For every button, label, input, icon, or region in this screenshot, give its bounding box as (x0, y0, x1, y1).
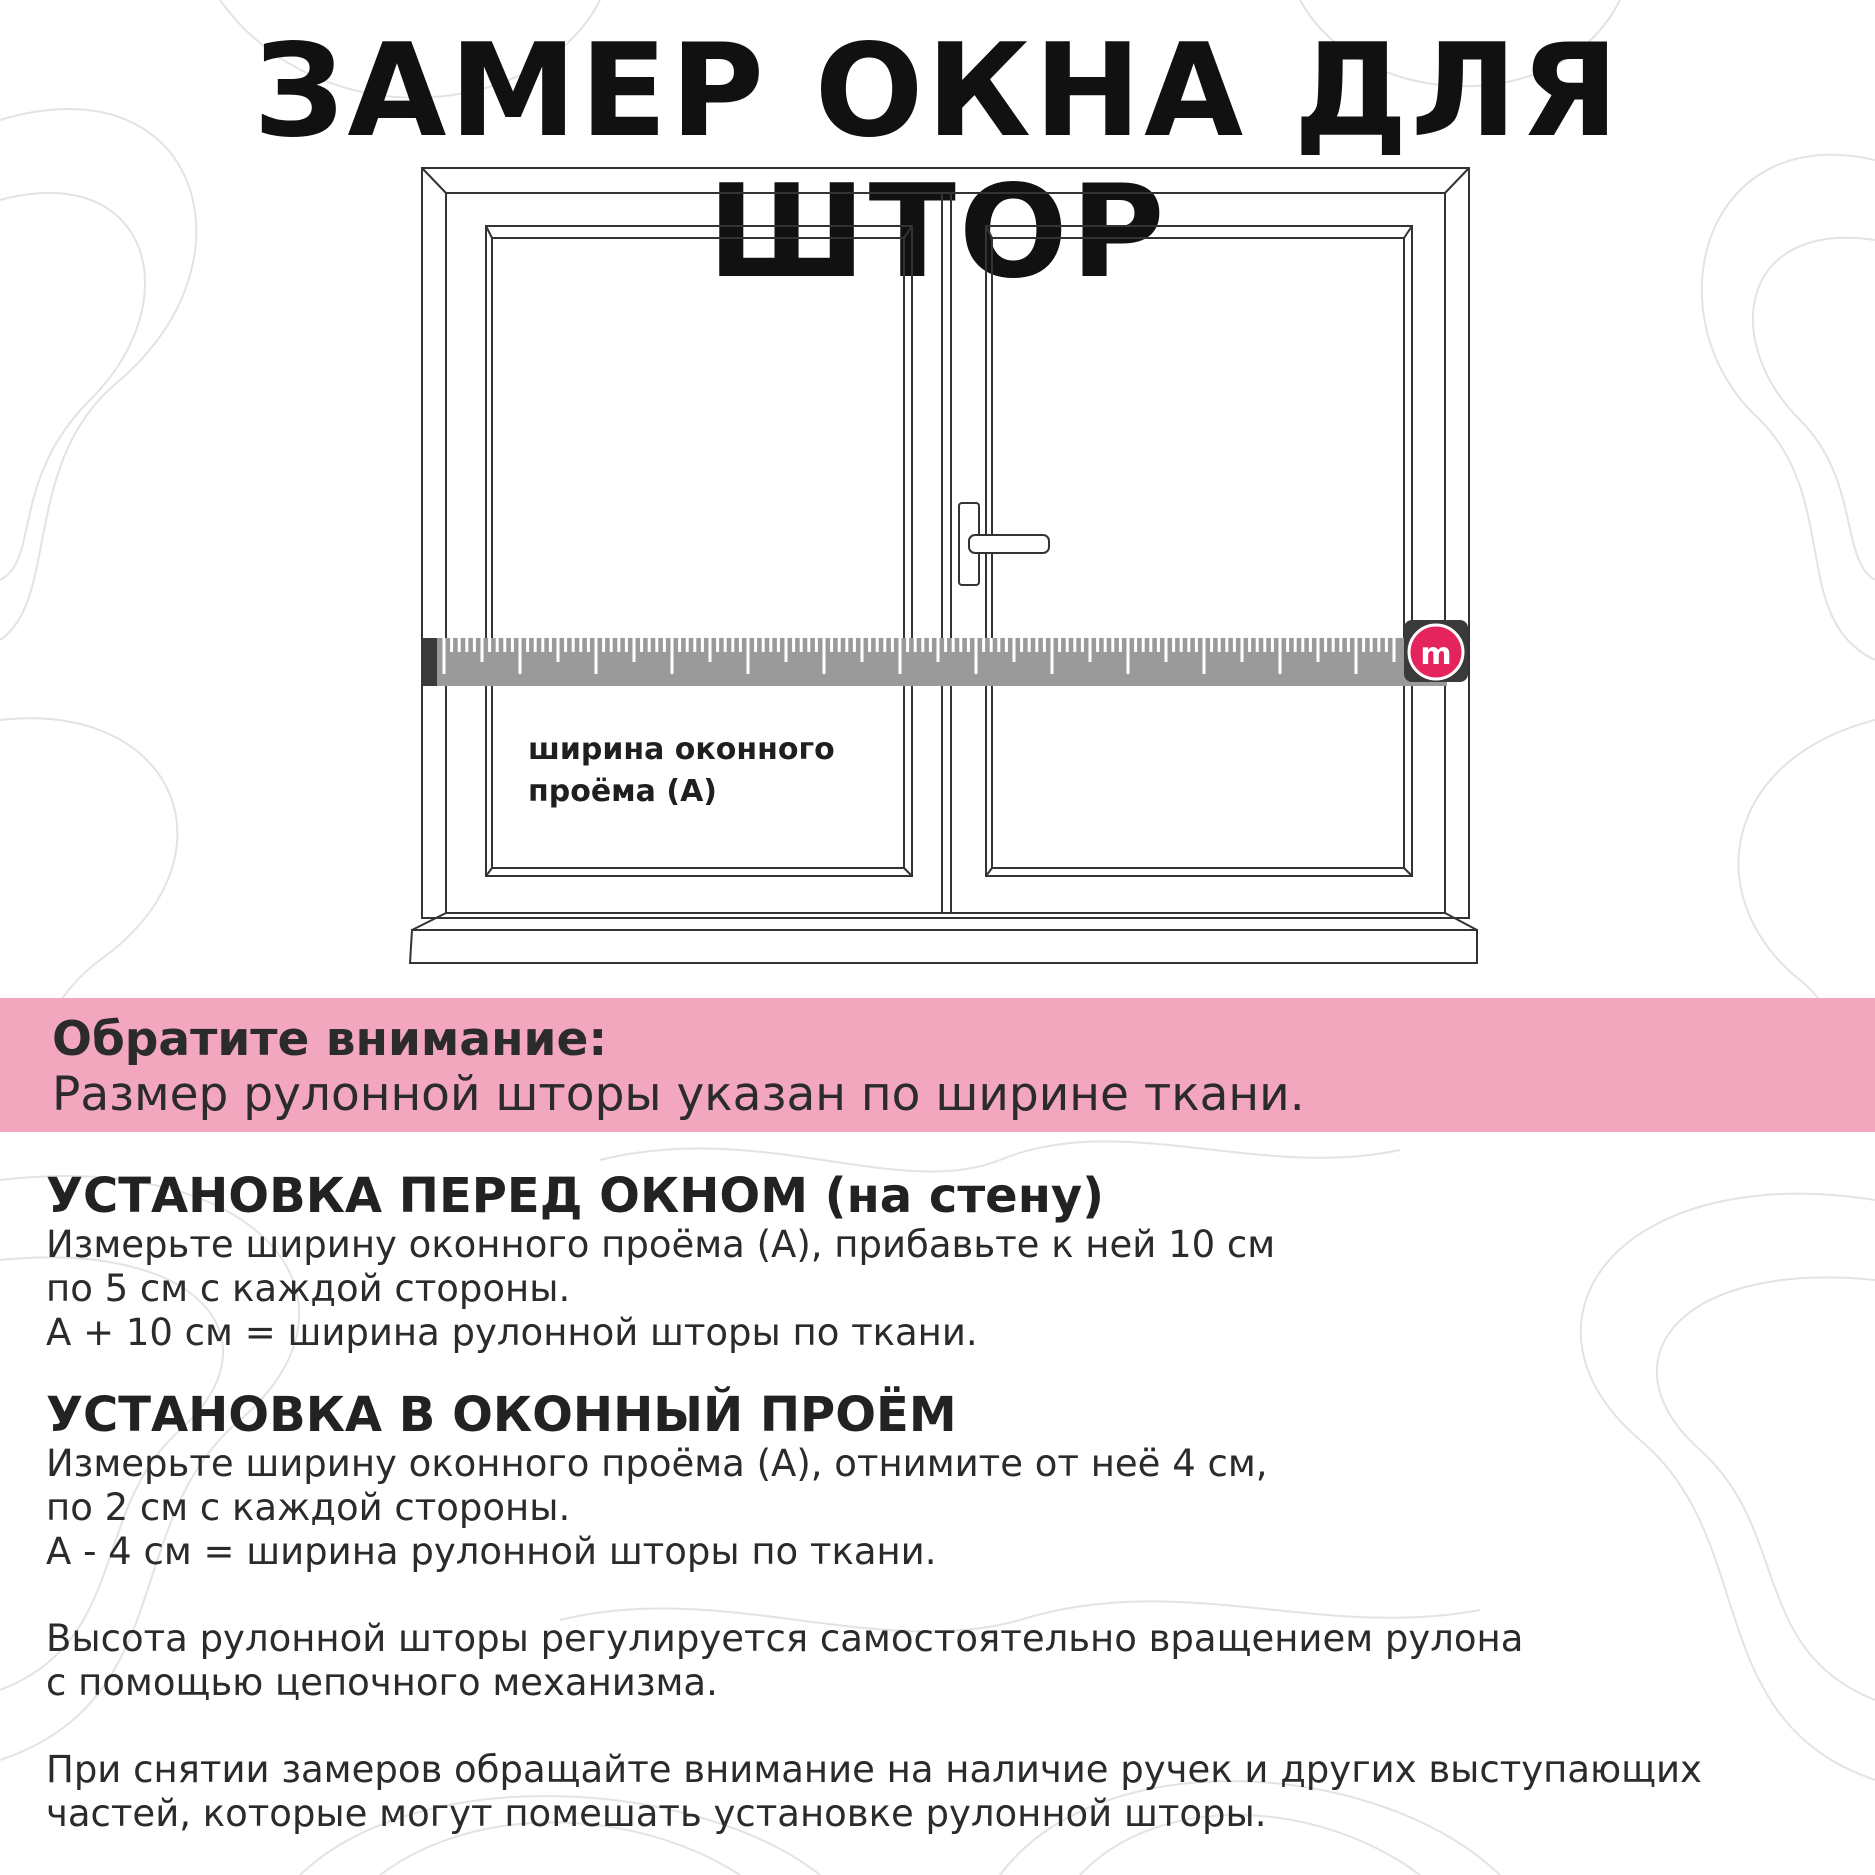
window-sill (410, 930, 1477, 963)
section-wall-mount-line: А + 10 см = ширина рулонной шторы по ткани. (46, 1311, 978, 1354)
diagram-label-line2: проёма (А) (528, 774, 718, 809)
tape-badge-letter: m (1420, 637, 1452, 672)
measuring-tape (421, 620, 1468, 686)
diagram-label-line1: ширина оконного (528, 732, 835, 767)
notice-heading: Обратите внимание: (52, 1012, 608, 1067)
right-sash-inner (992, 238, 1404, 868)
section-wall-mount-heading: УСТАНОВКА ПЕРЕД ОКНОМ (на стену) (46, 1168, 1105, 1224)
page-title: ЗАМЕР ОКНА ДЛЯ ШТОР (253, 17, 1622, 307)
height-note-line: Высота рулонной шторы регулируется самостоятельно вращением рулона (46, 1617, 1524, 1660)
section-recess-mount-line: Измерьте ширину оконного проёма (А), отнимите от неё 4 см, (46, 1442, 1268, 1485)
window-handle-lever (969, 535, 1049, 553)
section-recess-mount-line: по 2 см с каждой стороны. (46, 1486, 571, 1529)
right-sash-outer (986, 226, 1412, 876)
window-mullion (942, 193, 951, 913)
section-recess-mount-heading: УСТАНОВКА В ОКОННЫЙ ПРОЁМ (46, 1387, 957, 1443)
section-wall-mount-line: Измерьте ширину оконного проёма (А), прибавьте к ней 10 см (46, 1223, 1276, 1266)
notice-text: Размер рулонной шторы указан по ширине ткани. (52, 1067, 1305, 1122)
measure-note-line: При снятии замеров обращайте внимание на наличие ручек и других выступающих (46, 1748, 1702, 1791)
tape-end-left (421, 638, 437, 686)
height-note-line: с помощью цепочного механизма. (46, 1661, 718, 1704)
measure-note-line: частей, которые могут помешать установке рулонной шторы. (46, 1792, 1267, 1835)
section-recess-mount-line: А - 4 см = ширина рулонной шторы по ткани. (46, 1530, 937, 1573)
section-wall-mount-line: по 5 см с каждой стороны. (46, 1267, 571, 1310)
